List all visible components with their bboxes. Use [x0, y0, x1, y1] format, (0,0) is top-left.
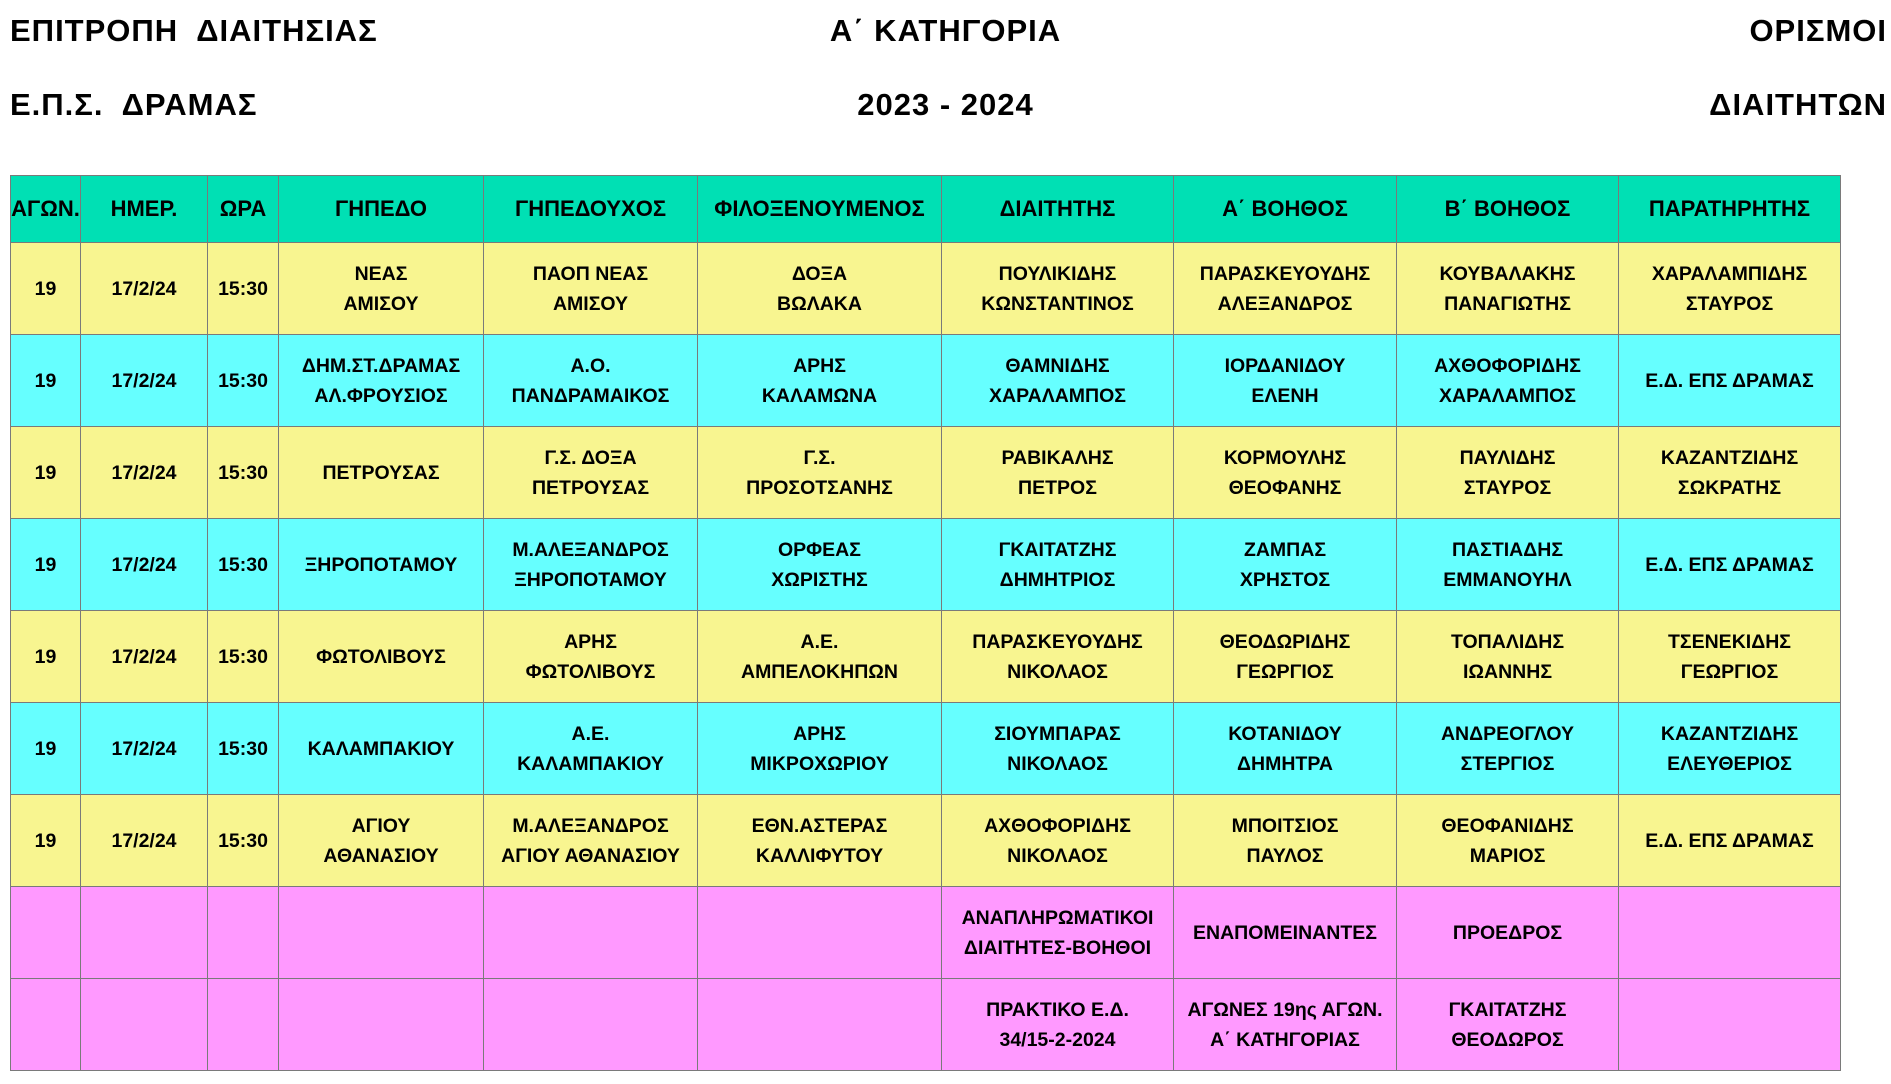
- referees-title: ΔΙΑΙΤΗΤΩΝ: [1709, 87, 1887, 122]
- cell-home-team: Μ.ΑΛΕΞΑΝΔΡΟΣ ΞΗΡΟΠΟΤΑΜΟΥ: [484, 519, 698, 611]
- column-header-date: ΗΜΕΡ.: [81, 176, 208, 243]
- cell-observer: [1619, 887, 1841, 979]
- cell-home-team: Α.Ε. ΚΑΛΑΜΠΑΚΙΟΥ: [484, 703, 698, 795]
- cell-assistant-1: ΠΑΡΑΣΚΕΥΟΥΔΗΣ ΑΛΕΞΑΝΔΡΟΣ: [1174, 243, 1397, 335]
- cell-date: [81, 887, 208, 979]
- cell-referee: ΠΡΑΚΤΙΚΟ Ε.Δ. 34/15-2-2024: [942, 979, 1174, 1071]
- cell-date: 17/2/24: [81, 703, 208, 795]
- column-header-assistant-2: Β΄ ΒΟΗΘΟΣ: [1397, 176, 1619, 243]
- cell-match: 19: [11, 427, 81, 519]
- cell-assistant-1: ΚΟΡΜΟΥΛΗΣ ΘΕΟΦΑΝΗΣ: [1174, 427, 1397, 519]
- cell-home-team: [484, 979, 698, 1071]
- cell-observer: Ε.Δ. ΕΠΣ ΔΡΑΜΑΣ: [1619, 795, 1841, 887]
- column-header-assistant-1: Α΄ ΒΟΗΘΟΣ: [1174, 176, 1397, 243]
- cell-date: 17/2/24: [81, 335, 208, 427]
- cell-assistant-1: ΖΑΜΠΑΣ ΧΡΗΣΤΟΣ: [1174, 519, 1397, 611]
- table-row: [11, 887, 1841, 979]
- cell-time: 15:30: [208, 795, 279, 887]
- cell-observer: ΧΑΡΑΛΑΜΠΙΔΗΣ ΣΤΑΥΡΟΣ: [1619, 243, 1841, 335]
- cell-match: 19: [11, 795, 81, 887]
- cell-referee: ΑΝΑΠΛΗΡΩΜΑΤΙΚΟΙ ΔΙΑΙΤΗΤΕΣ-ΒΟΗΘΟΙ: [942, 887, 1174, 979]
- cell-away-team: ΑΡΗΣ ΜΙΚΡΟΧΩΡΙΟΥ: [698, 703, 942, 795]
- cell-assistant-1: ΚΟΤΑΝΙΔΟΥ ΔΗΜΗΤΡΑ: [1174, 703, 1397, 795]
- cell-time: [208, 887, 279, 979]
- cell-observer: ΚΑΖΑΝΤΖΙΔΗΣ ΕΛΕΥΘΕΡΙΟΣ: [1619, 703, 1841, 795]
- cell-date: 17/2/24: [81, 795, 208, 887]
- table-row: [11, 335, 1841, 427]
- column-header-time: ΩΡΑ: [208, 176, 279, 243]
- cell-assistant-2: ΚΟΥΒΑΛΑΚΗΣ ΠΑΝΑΓΙΩΤΗΣ: [1397, 243, 1619, 335]
- cell-time: 15:30: [208, 335, 279, 427]
- cell-referee: ΠΑΡΑΣΚΕΥΟΥΔΗΣ ΝΙΚΟΛΑΟΣ: [942, 611, 1174, 703]
- cell-match: 19: [11, 519, 81, 611]
- cell-assistant-1: ΕΝΑΠΟΜΕΙΝΑΝΤΕΣ: [1174, 887, 1397, 979]
- season-label: 2023 - 2024: [857, 87, 1034, 122]
- category-title: Α΄ ΚΑΤΗΓΟΡΙΑ: [829, 13, 1062, 48]
- cell-away-team: ΕΘΝ.ΑΣΤΕΡΑΣ ΚΑΛΛΙΦΥΤΟΥ: [698, 795, 942, 887]
- table-row: [11, 427, 1841, 519]
- cell-match: 19: [11, 611, 81, 703]
- cell-match: 19: [11, 703, 81, 795]
- cell-observer: ΚΑΖΑΝΤΖΙΔΗΣ ΣΩΚΡΑΤΗΣ: [1619, 427, 1841, 519]
- cell-stadium: ΝΕΑΣ ΑΜΙΣΟΥ: [279, 243, 484, 335]
- cell-match: 19: [11, 243, 81, 335]
- cell-away-team: [698, 979, 942, 1071]
- cell-assistant-1: ΘΕΟΔΩΡΙΔΗΣ ΓΕΩΡΓΙΟΣ: [1174, 611, 1397, 703]
- cell-referee: ΑΧΘΟΦΟΡΙΔΗΣ ΝΙΚΟΛΑΟΣ: [942, 795, 1174, 887]
- cell-referee: ΘΑΜΝΙΔΗΣ ΧΑΡΑΛΑΜΠΟΣ: [942, 335, 1174, 427]
- cell-date: 17/2/24: [81, 519, 208, 611]
- committee-title: ΕΠΙΤΡΟΠΗ ΔΙΑΙΤΗΣΙΑΣ: [10, 13, 378, 48]
- cell-stadium: ΚΑΛΑΜΠΑΚΙΟΥ: [279, 703, 484, 795]
- cell-assistant-2: ΘΕΟΦΑΝΙΔΗΣ ΜΑΡΙΟΣ: [1397, 795, 1619, 887]
- cell-assistant-2: ΠΑΥΛΙΔΗΣ ΣΤΑΥΡΟΣ: [1397, 427, 1619, 519]
- cell-time: 15:30: [208, 243, 279, 335]
- cell-referee: ΡΑΒΙΚΑΛΗΣ ΠΕΤΡΟΣ: [942, 427, 1174, 519]
- column-header-referee: ΔΙΑΙΤΗΤΗΣ: [942, 176, 1174, 243]
- table-row: [11, 519, 1841, 611]
- cell-assistant-2: ΤΟΠΑΛΙΔΗΣ ΙΩΑΝΝΗΣ: [1397, 611, 1619, 703]
- cell-observer: Ε.Δ. ΕΠΣ ΔΡΑΜΑΣ: [1619, 335, 1841, 427]
- cell-assistant-1: ΙΟΡΔΑΝΙΔΟΥ ΕΛΕΝΗ: [1174, 335, 1397, 427]
- cell-away-team: Α.Ε. ΑΜΠΕΛΟΚΗΠΩΝ: [698, 611, 942, 703]
- column-header-stadium: ΓΗΠΕΔΟ: [279, 176, 484, 243]
- cell-match: [11, 887, 81, 979]
- cell-assistant-2: ΓΚΑΙΤΑΤΖΗΣ ΘΕΟΔΩΡΟΣ: [1397, 979, 1619, 1071]
- cell-stadium: ΑΓΙΟΥ ΑΘΑΝΑΣΙΟΥ: [279, 795, 484, 887]
- cell-observer: ΤΣΕΝΕΚΙΔΗΣ ΓΕΩΡΓΙΟΣ: [1619, 611, 1841, 703]
- cell-time: 15:30: [208, 427, 279, 519]
- table-row: [11, 979, 1841, 1071]
- cell-assistant-1: ΑΓΩΝΕΣ 19ης ΑΓΩΝ. Α΄ ΚΑΤΗΓΟΡΙΑΣ: [1174, 979, 1397, 1071]
- cell-assistant-2: ΑΝΔΡΕΟΓΛΟΥ ΣΤΕΡΓΙΟΣ: [1397, 703, 1619, 795]
- referee-assignments-table: [10, 175, 1841, 1071]
- cell-date: 17/2/24: [81, 611, 208, 703]
- cell-home-team: Μ.ΑΛΕΞΑΝΔΡΟΣ ΑΓΙΟΥ ΑΘΑΝΑΣΙΟΥ: [484, 795, 698, 887]
- table-row: [11, 243, 1841, 335]
- cell-stadium: ΦΩΤΟΛΙΒΟΥΣ: [279, 611, 484, 703]
- table-row: [11, 795, 1841, 887]
- cell-away-team: ΑΡΗΣ ΚΑΛΑΜΩΝΑ: [698, 335, 942, 427]
- cell-observer: [1619, 979, 1841, 1071]
- cell-home-team: ΠΑΟΠ ΝΕΑΣ ΑΜΙΣΟΥ: [484, 243, 698, 335]
- table-header-row: [11, 176, 1841, 243]
- cell-away-team: [698, 887, 942, 979]
- cell-stadium: ΔΗΜ.ΣΤ.ΔΡΑΜΑΣ ΑΛ.ΦΡΟΥΣΙΟΣ: [279, 335, 484, 427]
- assignments-title: ΟΡΙΣΜΟΙ: [1749, 13, 1887, 48]
- cell-home-team: Α.Ο. ΠΑΝΔΡΑΜΑΙΚΟΣ: [484, 335, 698, 427]
- column-header-match: ΑΓΩΝ.: [11, 176, 81, 243]
- cell-home-team: ΑΡΗΣ ΦΩΤΟΛΙΒΟΥΣ: [484, 611, 698, 703]
- cell-date: 17/2/24: [81, 427, 208, 519]
- cell-time: 15:30: [208, 519, 279, 611]
- cell-time: 15:30: [208, 611, 279, 703]
- cell-date: [81, 979, 208, 1071]
- cell-stadium: ΞΗΡΟΠΟΤΑΜΟΥ: [279, 519, 484, 611]
- cell-away-team: Γ.Σ. ΠΡΟΣΟΤΣΑΝΗΣ: [698, 427, 942, 519]
- cell-away-team: ΟΡΦΕΑΣ ΧΩΡΙΣΤΗΣ: [698, 519, 942, 611]
- cell-time: [208, 979, 279, 1071]
- association-name: Ε.Π.Σ. ΔΡΑΜΑΣ: [10, 87, 258, 122]
- column-header-observer: ΠΑΡΑΤΗΡΗΤΗΣ: [1619, 176, 1841, 243]
- cell-stadium: [279, 887, 484, 979]
- cell-referee: ΓΚΑΙΤΑΤΖΗΣ ΔΗΜΗΤΡΙΟΣ: [942, 519, 1174, 611]
- cell-assistant-2: ΠΑΣΤΙΑΔΗΣ ΕΜΜΑΝΟΥΗΛ: [1397, 519, 1619, 611]
- table-row: [11, 703, 1841, 795]
- cell-referee: ΣΙΟΥΜΠΑΡΑΣ ΝΙΚΟΛΑΟΣ: [942, 703, 1174, 795]
- cell-assistant-1: ΜΠΟΙΤΣΙΟΣ ΠΑΥΛΟΣ: [1174, 795, 1397, 887]
- column-header-home-team: ΓΗΠΕΔΟΥΧΟΣ: [484, 176, 698, 243]
- cell-stadium: [279, 979, 484, 1071]
- cell-assistant-2: ΠΡΟΕΔΡΟΣ: [1397, 887, 1619, 979]
- cell-stadium: ΠΕΤΡΟΥΣΑΣ: [279, 427, 484, 519]
- cell-date: 17/2/24: [81, 243, 208, 335]
- cell-home-team: Γ.Σ. ΔΟΞΑ ΠΕΤΡΟΥΣΑΣ: [484, 427, 698, 519]
- cell-assistant-2: ΑΧΘΟΦΟΡΙΔΗΣ ΧΑΡΑΛΑΜΠΟΣ: [1397, 335, 1619, 427]
- column-header-away-team: ΦΙΛΟΞΕΝΟΥΜΕΝΟΣ: [698, 176, 942, 243]
- cell-match: 19: [11, 335, 81, 427]
- table-row: [11, 611, 1841, 703]
- cell-time: 15:30: [208, 703, 279, 795]
- cell-observer: Ε.Δ. ΕΠΣ ΔΡΑΜΑΣ: [1619, 519, 1841, 611]
- cell-home-team: [484, 887, 698, 979]
- cell-referee: ΠΟΥΛΙΚΙΔΗΣ ΚΩΝΣΤΑΝΤΙΝΟΣ: [942, 243, 1174, 335]
- cell-away-team: ΔΟΞΑ ΒΩΛΑΚΑ: [698, 243, 942, 335]
- cell-match: [11, 979, 81, 1071]
